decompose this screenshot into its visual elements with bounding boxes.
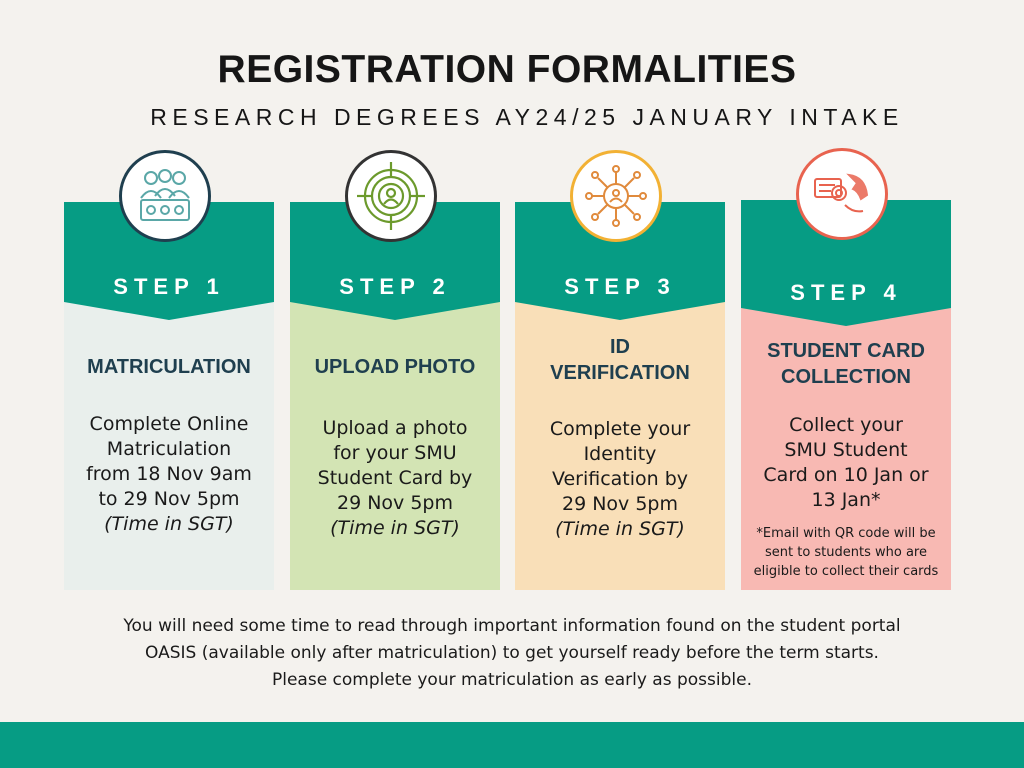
footer-bar	[0, 722, 1024, 768]
desc-line: SMU Student	[784, 439, 908, 461]
step-2-card	[290, 202, 500, 590]
step-3-card	[515, 202, 725, 590]
step-1-description	[70, 412, 268, 537]
footer-line: Please complete your matriculation as early as possible.	[271, 670, 752, 690]
desc-line: 29 Nov 5pm	[562, 493, 678, 515]
heading-line: VERIFICATION	[550, 362, 690, 384]
desc-line: Student Card by	[317, 467, 473, 489]
step-4-heading	[745, 338, 947, 390]
target-person-icon	[345, 150, 437, 242]
step-1-card	[64, 202, 274, 590]
desc-line: Complete your	[549, 418, 691, 440]
heading-line: STUDENT CARD	[767, 340, 925, 362]
step-3-description	[521, 417, 719, 542]
step-2-label: STEP 2	[339, 274, 451, 299]
note-line: sent to students who are	[764, 545, 927, 560]
group-people-icon	[119, 150, 211, 242]
heading-line: ID	[610, 336, 630, 358]
page-subtitle: RESEARCH DEGREES AY24/25 JANUARY INTAKE	[150, 104, 904, 130]
step-4-description	[747, 413, 945, 513]
footer-line: OASIS (available only after matriculation) to get yourself ready before the term starts.	[145, 643, 879, 663]
desc-line: Collect your	[789, 414, 903, 436]
desc-line: Card on 10 Jan or	[763, 464, 929, 486]
step-4-label: STEP 4	[790, 280, 902, 305]
step-4-card	[741, 200, 951, 590]
desc-line: Complete Online	[89, 413, 249, 435]
desc-line: 13 Jan*	[811, 489, 881, 511]
desc-line: for your SMU	[333, 442, 457, 464]
network-person-icon	[570, 150, 662, 242]
email-phone-icon	[796, 148, 888, 240]
step-1-label: STEP 1	[113, 274, 225, 299]
step-4-email-note	[741, 524, 951, 581]
time-note: (Time in SGT)	[555, 518, 685, 540]
desc-line: Matriculation	[106, 438, 232, 460]
note-line: eligible to collect their cards	[753, 564, 939, 579]
desc-line: Identity	[583, 443, 657, 465]
time-note: (Time in SGT)	[104, 513, 234, 535]
step-3-heading	[519, 334, 721, 386]
step-2-heading: UPLOAD PHOTO	[314, 356, 476, 378]
footer-message	[40, 613, 984, 694]
step-1-heading: MATRICULATION	[87, 356, 251, 378]
desc-line: to 29 Nov 5pm	[98, 488, 240, 510]
page-title: REGISTRATION FORMALITIES	[217, 48, 797, 91]
note-line: *Email with QR code will be	[756, 526, 936, 541]
time-note: (Time in SGT)	[330, 517, 460, 539]
desc-line: Verification by	[551, 468, 689, 490]
desc-line: from 18 Nov 9am	[86, 463, 252, 485]
heading-line: COLLECTION	[781, 366, 911, 388]
desc-line: Upload a photo	[322, 417, 468, 439]
footer-line: You will need some time to read through important information found on the student portal	[123, 616, 901, 636]
step-3-label: STEP 3	[564, 274, 676, 299]
desc-line: 29 Nov 5pm	[337, 492, 453, 514]
step-2-description	[296, 416, 494, 541]
